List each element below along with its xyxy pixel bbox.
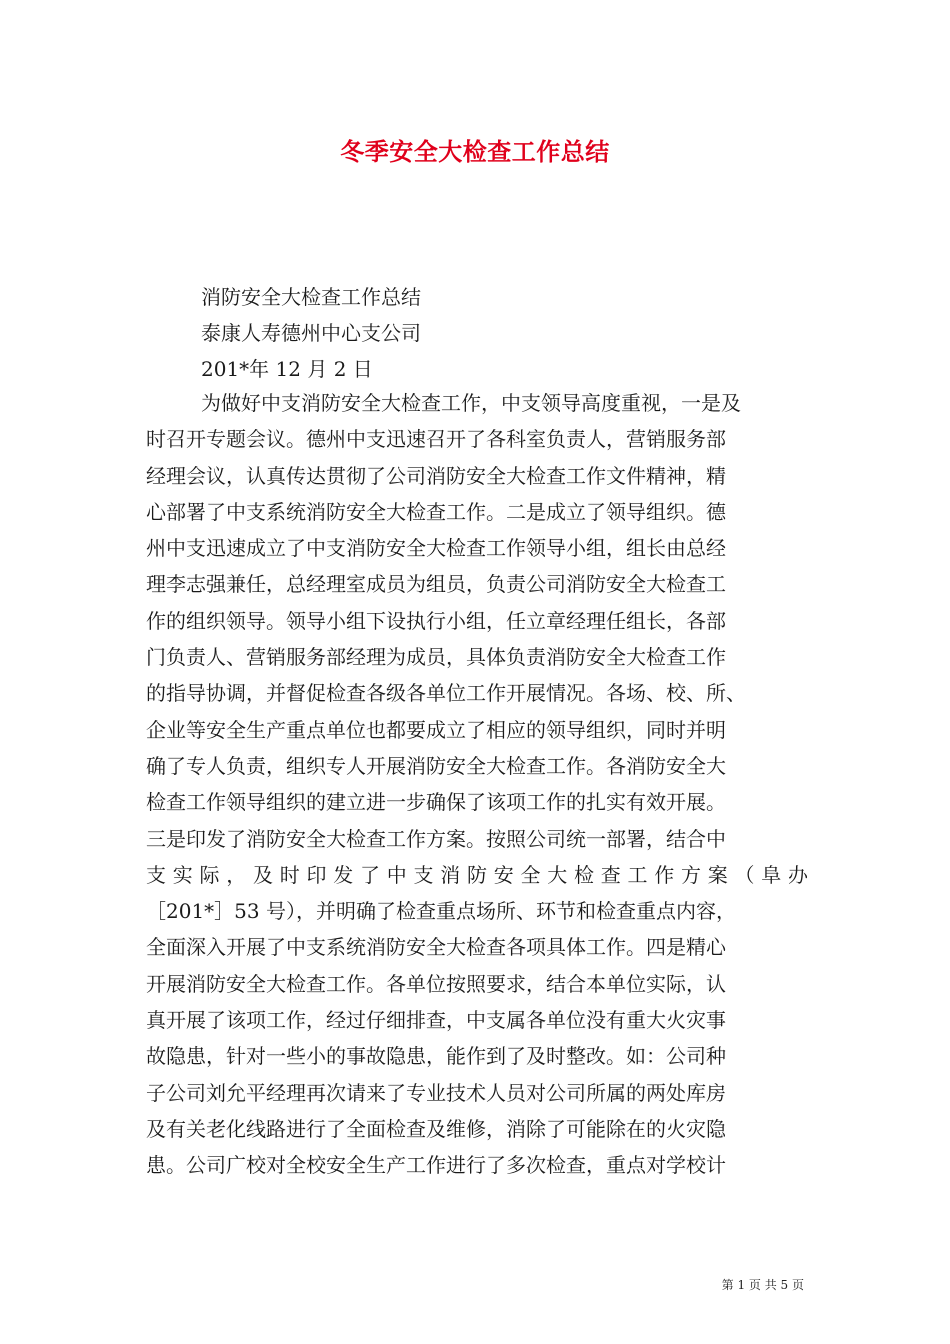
body-line: 为做好中支消防安全大检查工作，中支领导高度重视，一是及 bbox=[201, 391, 741, 415]
body-line: 及有关老化线路进行了全面检查及维修，消除了可能除在的火灾隐 bbox=[146, 1116, 726, 1141]
page-indicator: 第 1 页 共 5 页 bbox=[721, 1278, 804, 1292]
body-line: 的指导协调，并督促检查各级各单位工作开展情况。各场、校、所、 bbox=[146, 681, 746, 706]
body-line: ［201*］53 号），并明确了检查重点场所、环节和检查重点内容， bbox=[146, 899, 736, 924]
organization-name: 泰康人寿德州中心支公司 bbox=[201, 321, 421, 345]
body-line: 心部署了中支系统消防安全大检查工作。二是成立了领导组织。德 bbox=[146, 499, 726, 524]
body-line: 故隐患，针对一些小的事故隐患，能作到了及时整改。如：公司种 bbox=[146, 1044, 726, 1069]
body-line: 子公司刘允平经理再次请来了专业技术人员对公司所属的两处库房 bbox=[146, 1080, 726, 1105]
body-paragraph bbox=[146, 385, 808, 1184]
body-line: 支实际，及时印发了中支消防安全大检查工作方案（阜办 bbox=[146, 862, 808, 887]
body-line: 时召开专题会议。德州中支迅速召开了各科室负责人，营销服务部 bbox=[146, 427, 726, 452]
body-line: 三是印发了消防安全大检查工作方案。按照公司统一部署，结合中 bbox=[146, 826, 726, 851]
body-line: 州中支迅速成立了中支消防安全大检查工作领导小组，组长由总经 bbox=[146, 536, 726, 561]
body-line: 检查工作领导组织的建立进一步确保了该项工作的扎实有效开展。 bbox=[146, 790, 726, 815]
document-subtitle: 消防安全大检查工作总结 bbox=[201, 285, 421, 309]
body-line: 理李志强兼任，总经理室成员为组员，负责公司消防安全大检查工 bbox=[146, 572, 726, 597]
body-line: 门负责人、营销服务部经理为成员，具体负责消防安全大检查工作 bbox=[146, 645, 726, 670]
body-line: 作的组织领导。领导小组下设执行小组，任立章经理任组长，各部 bbox=[146, 608, 726, 633]
body-line: 真开展了该项工作，经过仔细排查，中支属各单位没有重大火灾事 bbox=[146, 1008, 726, 1033]
document-title: 冬季安全大检查工作总结 bbox=[340, 137, 610, 166]
body-line: 开展消防安全大检查工作。各单位按照要求，结合本单位实际，认 bbox=[146, 971, 726, 996]
body-line: 企业等安全生产重点单位也都要成立了相应的领导组织，同时并明 bbox=[146, 717, 726, 742]
document-date: 201*年 12 月 2 日 bbox=[201, 357, 373, 381]
body-line: 确了专人负责，组织专人开展消防安全大检查工作。各消防安全大 bbox=[146, 753, 726, 778]
body-line: 经理会议，认真传达贯彻了公司消防安全大检查工作文件精神，精 bbox=[146, 463, 726, 488]
body-line: 患。公司广校对全校安全生产工作进行了多次检查，重点对学校计 bbox=[146, 1153, 726, 1178]
body-line: 全面深入开展了中支系统消防安全大检查各项具体工作。四是精心 bbox=[146, 935, 726, 960]
